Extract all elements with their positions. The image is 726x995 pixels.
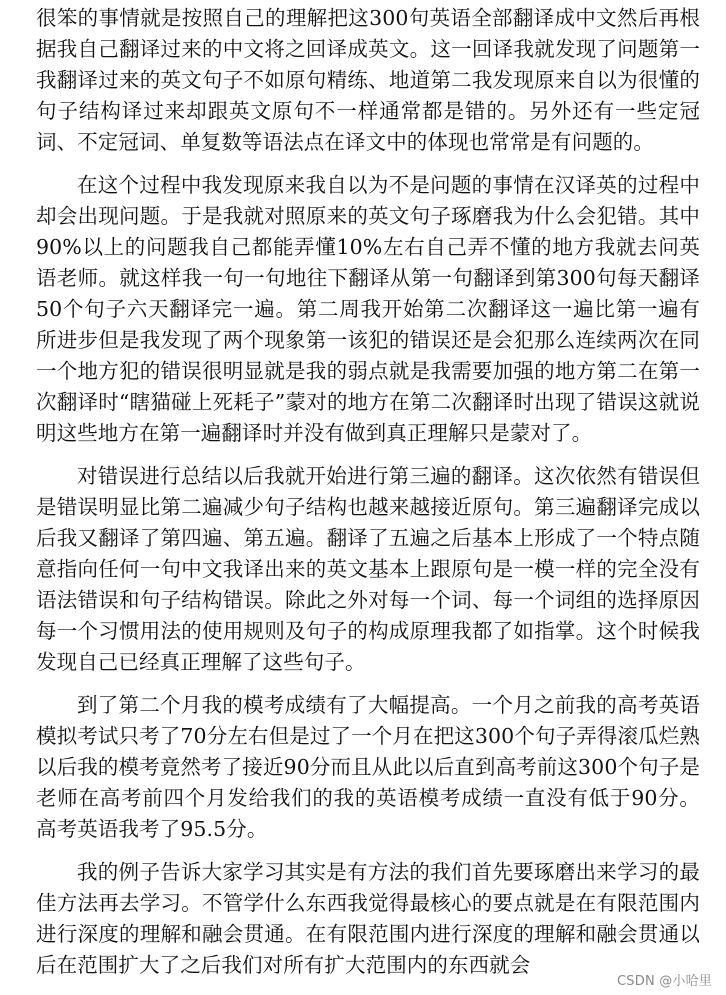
csdn-watermark: CSDN @小哈里: [617, 974, 712, 989]
article-body: [36, 0, 700, 981]
paragraph-2: 在这个过程中我发现原来我自以为不是问题的事情在汉译英的过程中却会出现问题。于是我就对照原来的英文句子琢磨我为什么会犯错。其中90%以上的问题我自己都能弄懂10%左右自己弄不懂的地方我就去问英语老师。就这样我一句一句地往下翻译从第一句翻译到第300句每天翻译50个句子六天翻译完一遍。第二周我开始第二次翻译这一遍比第一遍有所进步但是我发现了两个现象第一该犯的错误还是会犯那么连续两次在同一个地方犯的错误很明显就是我的弱点就是我需要加强的地方第二在第一次翻译时“瞎猫碰上死耗子”蒙对的地方在第二次翻译时出现了错误这就说明这些地方在第一遍翻译时并没有做到真正理解只是蒙对了。: [36, 173, 700, 445]
paragraph-3: 对错误进行总结以后我就开始进行第三遍的翻译。这次依然有错误但是错误明显比第二遍减少句子结构也越来越接近原句。第三遍翻译完成以后我又翻译了第四遍、第五遍。翻译了五遍之后基本上形成了一个特点随意指向任何一句中文我译出来的英文基本上跟原句是一模一样的完全没有语法错误和句子结构错误。除此之外对每一个词、每一个词组的选择原因每一个习惯用法的使用规则及句子的构成原理我都了如指掌。这个时候我发现自己已经真正理解了这些句子。: [36, 464, 700, 674]
paragraph-1: 很笨的事情就是按照自己的理解把这300句英语全部翻译成中文然后再根据我自己翻译过来的中文将之回译成英文。这一回译我就发现了问题第一我翻译过来的英文句子不如原句精练、地道第二我发现原来自以为很懂的句子结构译过来却跟英文原句不一样通常都是错的。另外还有一些定冠词、不定冠词、单复数等语法点在译文中的体现也常常是有问题的。: [36, 6, 700, 154]
paragraph-5: 我的例子告诉大家学习其实是有方法的我们首先要琢磨出来学习的最佳方法再去学习。不管学什么东西我觉得最核心的要点就是在有限范围内进行深度的理解和融会贯通。在有限范围内进行深度的理解和融会贯通以后在范围扩大了之后我们对所有扩大范围内的东西就会: [36, 860, 700, 977]
paragraph-4: 到了第二个月我的模考成绩有了大幅提高。一个月之前我的高考英语模拟考试只考了70分左右但是过了一个月在把这300个句子弄得滚瓜烂熟以后我的模考竟然考了接近90分而且从此以后直到高考前这300个句子是老师在高考前四个月发给我们的我的英语模考成绩一直没有低于90分。高考英语我考了95.5分。: [36, 693, 700, 841]
